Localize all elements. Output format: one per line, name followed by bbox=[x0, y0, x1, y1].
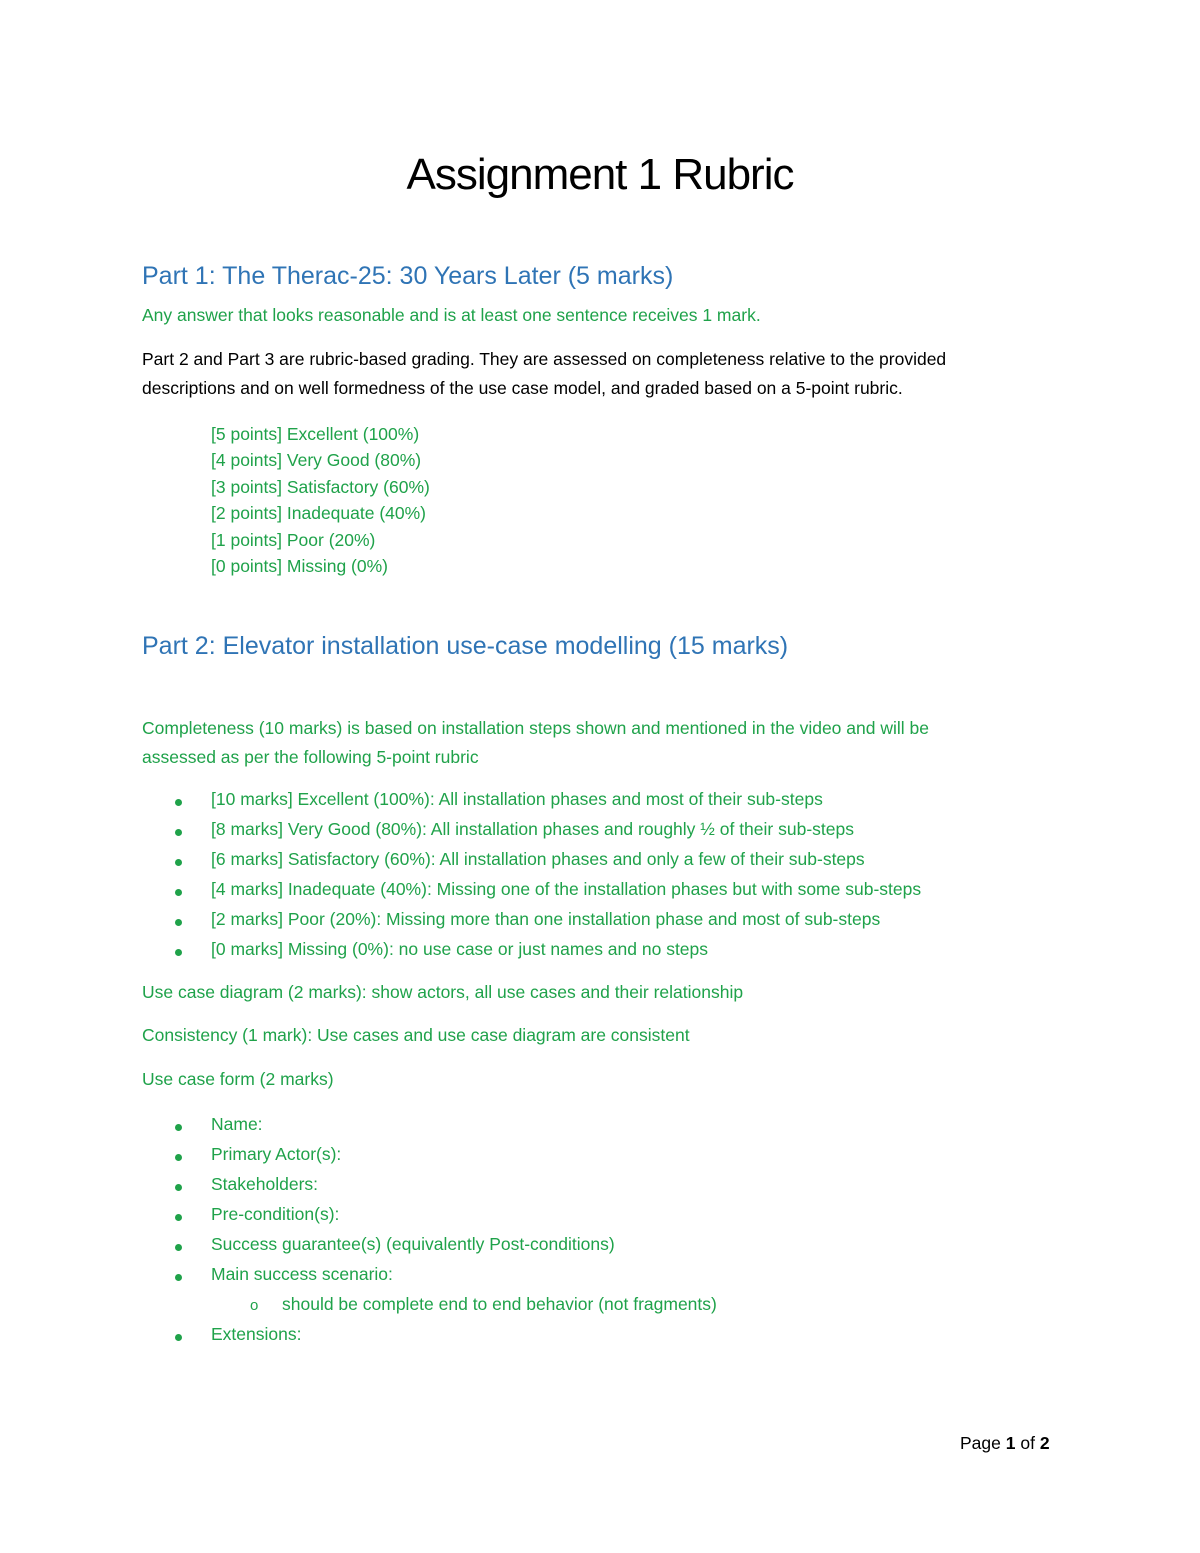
intro-line-1: Part 2 and Part 3 are rubric-based grading. They are assessed on completeness relative to the provided bbox=[142, 349, 947, 369]
scale-item: [2 points] Inadequate (40%) bbox=[211, 503, 427, 524]
page-number: Page 1 of 2 bbox=[960, 1433, 1050, 1453]
scale-item: [0 points] Missing (0%) bbox=[211, 556, 389, 577]
scale-item: [1 points] Poor (20%) bbox=[211, 529, 376, 550]
scale-item: [4 points] Very Good (80%) bbox=[211, 450, 422, 471]
completeness-line-2: assessed as per the following 5-point rubric bbox=[142, 747, 479, 767]
completeness-paragraph bbox=[142, 714, 929, 772]
part2-heading: Part 2: Elevator installation use-case modelling (15 marks) bbox=[142, 632, 789, 660]
bullet-icon bbox=[175, 1184, 182, 1191]
bullet-icon bbox=[175, 799, 182, 806]
bullet-icon bbox=[175, 949, 182, 956]
bullet-icon bbox=[175, 919, 182, 926]
scale-item: [5 points] Excellent (100%) bbox=[211, 424, 420, 444]
completeness-line-1: Completeness (10 marks) is based on installation steps shown and mentioned in the video and will be bbox=[142, 718, 929, 738]
form-heading: Use case form (2 marks) bbox=[142, 1069, 334, 1089]
bullet-icon bbox=[175, 1124, 182, 1131]
consistency-line: Consistency (1 mark): Use cases and use case diagram are consistent bbox=[142, 1025, 690, 1045]
intro-line-2: descriptions and on well formedness of the use case model, and graded based on a 5-point rubric. bbox=[142, 378, 903, 398]
intro-paragraph bbox=[142, 345, 946, 403]
part1-heading: Part 1: The Therac-25: 30 Years Later (5 marks) bbox=[142, 262, 674, 290]
bullet-icon bbox=[175, 1274, 182, 1281]
circle-bullet-icon: o bbox=[250, 1297, 259, 1314]
bullet-icon bbox=[175, 859, 182, 866]
page-title: Assignment 1 Rubric bbox=[406, 150, 794, 199]
bullet-icon bbox=[175, 1334, 182, 1341]
scale-item: [3 points] Satisfactory (60%) bbox=[211, 476, 430, 497]
diagram-line: Use case diagram (2 marks): show actors, all use cases and their relationship bbox=[142, 982, 744, 1002]
part1-note: Any answer that looks reasonable and is at least one sentence receives 1 mark. bbox=[142, 305, 761, 325]
points-scale bbox=[211, 421, 430, 579]
bullet-icon bbox=[175, 829, 182, 836]
bullet-icon bbox=[175, 889, 182, 896]
bullet-icon bbox=[175, 1214, 182, 1221]
bullet-icon bbox=[175, 1154, 182, 1161]
document-page: Assignment 1 Rubric Part 1: The Therac-25: 30 Years Later (5 marks) Any answer that looks reasonable and is at least one sentence receives 1 mark. Part 2 and Part 3 are rubric-based grading. They are assessed on completeness relative to the provided descriptions and on well formedness of the use case model, and graded based on a 5-point rubric. [5 points] Excellent (100%) [4 points] Very Good (80%) [3 points] Satisfactory (60%) [2 points] Inadequate (40%) [1 points] Poor (20%) [0 points] Missing (0%) Part 2: Elevator installation use-case modelling (15 marks) Completeness (10 marks) is based on installation steps shown and mentioned in the video and will be assessed as per the following 5-point rubric [10 marks] Excellent (100%): All installation phases and most of their sub-steps [8 marks] Very Good (80%): All installation phases and roughly ½ of their sub-steps [6 marks] Satisfactory (60%): All installation phases and only a few of their sub-steps [4 marks] Inadequate (40%): Missing one of the installation phases but with some sub-steps [2 marks] Poor (20%): Missing more than one installation phase and most of sub-steps [0 marks] Missing (0%): no use case or just names and no steps Use case diagram (2 marks): show actors, all use cases and their relationship Consistency (1 mark): Use cases and use case diagram are consistent Use case form (2 marks) Name: Primary Actor(s): Stakeholders: Pre-condition(s): Success guarantee(s) (equivalently Post-conditions) Main success scenario: o should be complete end to end behavior (not fragments) Extensions: Page 1 of 2 bbox=[0, 0, 1200, 1553]
bullet-icon bbox=[175, 1244, 182, 1251]
